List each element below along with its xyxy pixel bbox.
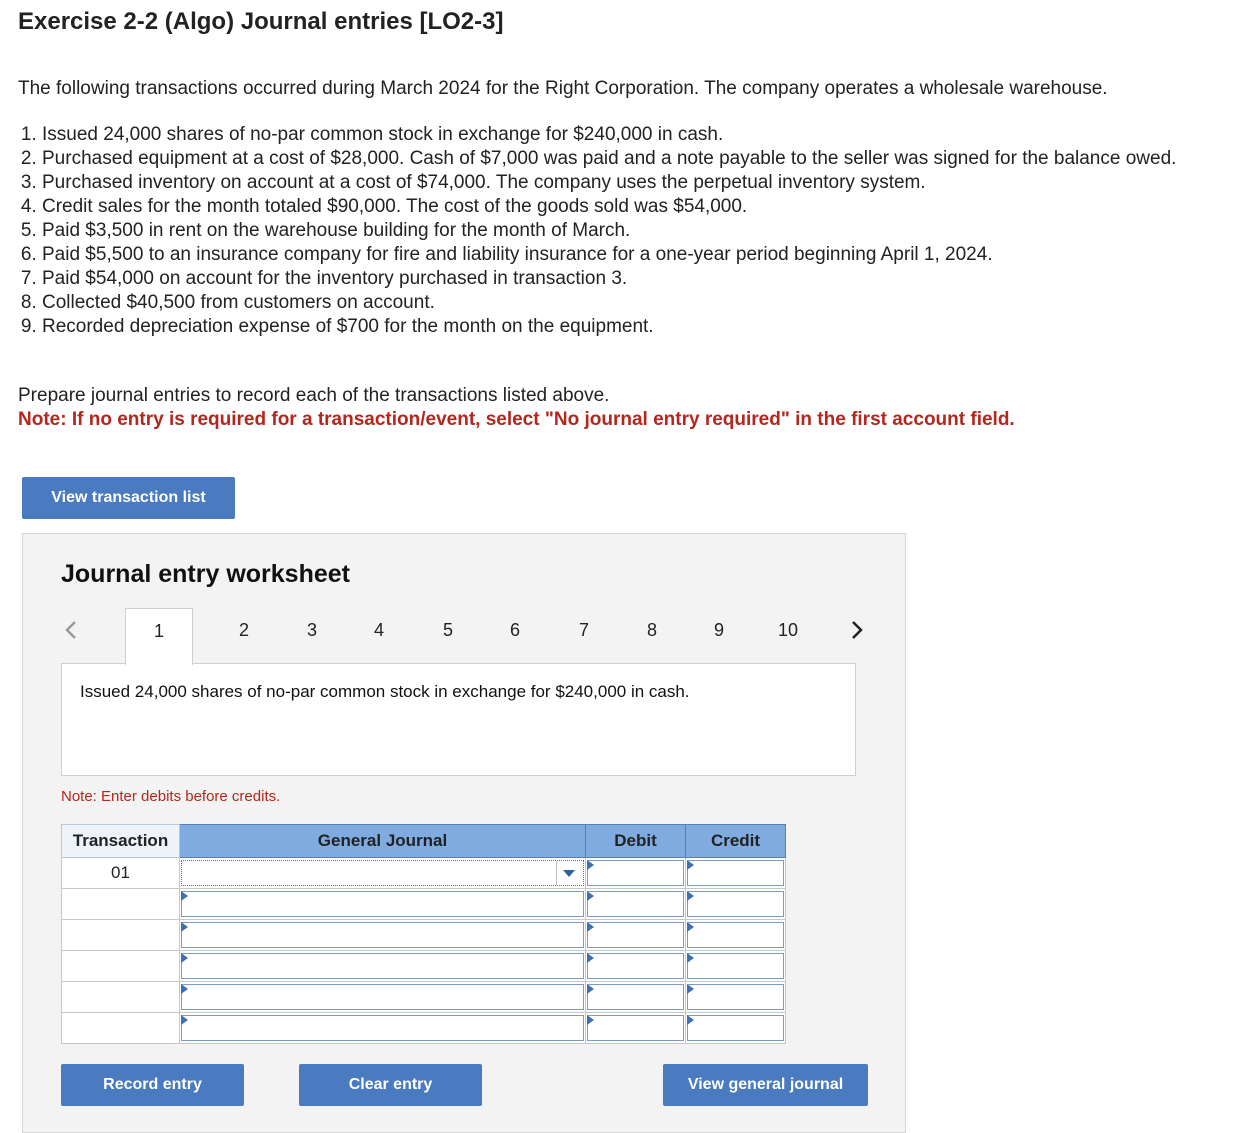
transaction-number [62, 951, 180, 982]
credit-input[interactable] [687, 922, 784, 948]
table-row [62, 951, 786, 982]
debit-input[interactable] [587, 1015, 684, 1041]
debits-credits-note: Note: Enter debits before credits. [61, 788, 281, 805]
input-marker-icon [687, 1015, 694, 1025]
account-input[interactable] [181, 922, 584, 948]
credit-cell [686, 858, 786, 889]
input-marker-icon [181, 984, 188, 994]
journal-entry-worksheet [22, 533, 906, 1133]
input-marker-icon [587, 922, 594, 932]
credit-input[interactable] [687, 1015, 784, 1041]
transaction-description: Issued 24,000 shares of no-par common stock in exchange for $240,000 in cash. [80, 682, 690, 701]
credit-cell [686, 1013, 786, 1044]
debit-input[interactable] [587, 891, 684, 917]
tab-1[interactable]: 1 [125, 608, 193, 665]
table-row [62, 982, 786, 1013]
clear-entry-button[interactable]: Clear entry [299, 1064, 482, 1106]
credit-cell [686, 982, 786, 1013]
account-input[interactable] [181, 953, 584, 979]
input-marker-icon [587, 953, 594, 963]
account-select[interactable] [181, 860, 584, 886]
credit-input[interactable] [687, 891, 784, 917]
tab-5[interactable]: 5 [442, 620, 453, 640]
input-marker-icon [181, 891, 188, 901]
input-marker-icon [687, 984, 694, 994]
input-marker-icon [587, 891, 594, 901]
account-cell [180, 951, 586, 982]
input-marker-icon [587, 1015, 594, 1025]
input-marker-icon [587, 984, 594, 994]
list-item: 5. Paid $3,500 in rent on the warehouse building for the month of March. [42, 219, 1248, 243]
transaction-tabs [23, 608, 907, 664]
list-item: 8. Collected $40,500 from customers on account. [42, 291, 1248, 315]
debit-input[interactable] [587, 860, 684, 886]
input-marker-icon [687, 953, 694, 963]
prepare-instruction: Prepare journal entries to record each of the transactions listed above. [18, 385, 610, 406]
input-marker-icon [181, 1015, 188, 1025]
credit-input[interactable] [687, 953, 784, 979]
list-item: 9. Recorded depreciation expense of $700 for the month on the equipment. [42, 315, 1248, 339]
debit-cell [586, 982, 686, 1013]
column-header-general-journal: General Journal [180, 825, 586, 858]
account-cell [180, 982, 586, 1013]
credit-input[interactable] [687, 984, 784, 1010]
table-row [62, 858, 786, 889]
transaction-number [62, 1013, 180, 1044]
debit-input[interactable] [587, 922, 684, 948]
input-marker-icon [687, 891, 694, 901]
tab-4[interactable]: 4 [373, 620, 384, 640]
record-entry-button[interactable]: Record entry [61, 1064, 244, 1106]
debit-cell [586, 920, 686, 951]
transaction-description-box [61, 663, 856, 776]
column-header-debit: Debit [586, 825, 686, 858]
column-header-credit: Credit [686, 825, 786, 858]
transaction-number [62, 920, 180, 951]
chevron-right-icon[interactable] [847, 618, 867, 642]
transaction-number: 01 [62, 858, 180, 889]
credit-cell [686, 889, 786, 920]
account-input[interactable] [181, 891, 584, 917]
table-row [62, 1013, 786, 1044]
view-transaction-list-button[interactable]: View transaction list [22, 477, 235, 519]
view-general-journal-button[interactable]: View general journal [663, 1064, 868, 1106]
column-header-transaction: Transaction [62, 825, 180, 858]
debit-cell [586, 1013, 686, 1044]
account-cell [180, 920, 586, 951]
tab-6[interactable]: 6 [509, 620, 520, 640]
input-marker-icon [181, 953, 188, 963]
debit-cell [586, 951, 686, 982]
list-item: 6. Paid $5,500 to an insurance company for fire and liability insurance for a one-year period beginning April 1, 2024. [42, 243, 1248, 267]
tab-2[interactable]: 2 [238, 620, 249, 640]
transaction-list [18, 123, 1248, 339]
transaction-number [62, 982, 180, 1013]
page-title: Exercise 2-2 (Algo) Journal entries [LO2-3] [18, 8, 504, 35]
account-input[interactable] [181, 1015, 584, 1041]
tab-3[interactable]: 3 [306, 620, 317, 640]
account-cell [180, 889, 586, 920]
transaction-number [62, 889, 180, 920]
tab-8[interactable]: 8 [646, 620, 657, 640]
list-item: 3. Purchased inventory on account at a cost of $74,000. The company uses the perpetual inventory system. [42, 171, 1248, 195]
input-marker-icon [181, 922, 188, 932]
table-row [62, 889, 786, 920]
no-entry-note: Note: If no entry is required for a transaction/event, select "No journal entry required" in the first account field. [18, 409, 1015, 430]
debit-cell [586, 858, 686, 889]
credit-cell [686, 951, 786, 982]
debit-cell [586, 889, 686, 920]
table-row [62, 920, 786, 951]
input-marker-icon [587, 860, 594, 870]
tab-9[interactable]: 9 [713, 620, 724, 640]
debit-input[interactable] [587, 984, 684, 1010]
debit-input[interactable] [587, 953, 684, 979]
chevron-left-icon[interactable] [61, 618, 81, 642]
list-item: 2. Purchased equipment at a cost of $28,000. Cash of $7,000 was paid and a note payable to the seller was signed for the balance owed. [42, 147, 1248, 171]
intro-text: The following transactions occurred during March 2024 for the Right Corporation. The company operates a wholesale warehouse. [18, 78, 1108, 99]
account-input[interactable] [181, 984, 584, 1010]
input-marker-icon [687, 922, 694, 932]
list-item: 7. Paid $54,000 on account for the inventory purchased in transaction 3. [42, 267, 1248, 291]
account-cell [180, 1013, 586, 1044]
account-cell [180, 858, 586, 889]
tab-10[interactable]: 10 [777, 620, 799, 640]
journal-table [61, 824, 786, 1044]
list-item: 4. Credit sales for the month totaled $90,000. The cost of the goods sold was $54,000. [42, 195, 1248, 219]
list-item: 1. Issued 24,000 shares of no-par common stock in exchange for $240,000 in cash. [42, 123, 1248, 147]
input-marker-icon [687, 860, 694, 870]
credit-input[interactable] [687, 860, 784, 886]
worksheet-title: Journal entry worksheet [61, 560, 350, 588]
dropdown-arrow-icon[interactable] [556, 861, 581, 885]
tab-7[interactable]: 7 [578, 620, 589, 640]
credit-cell [686, 920, 786, 951]
